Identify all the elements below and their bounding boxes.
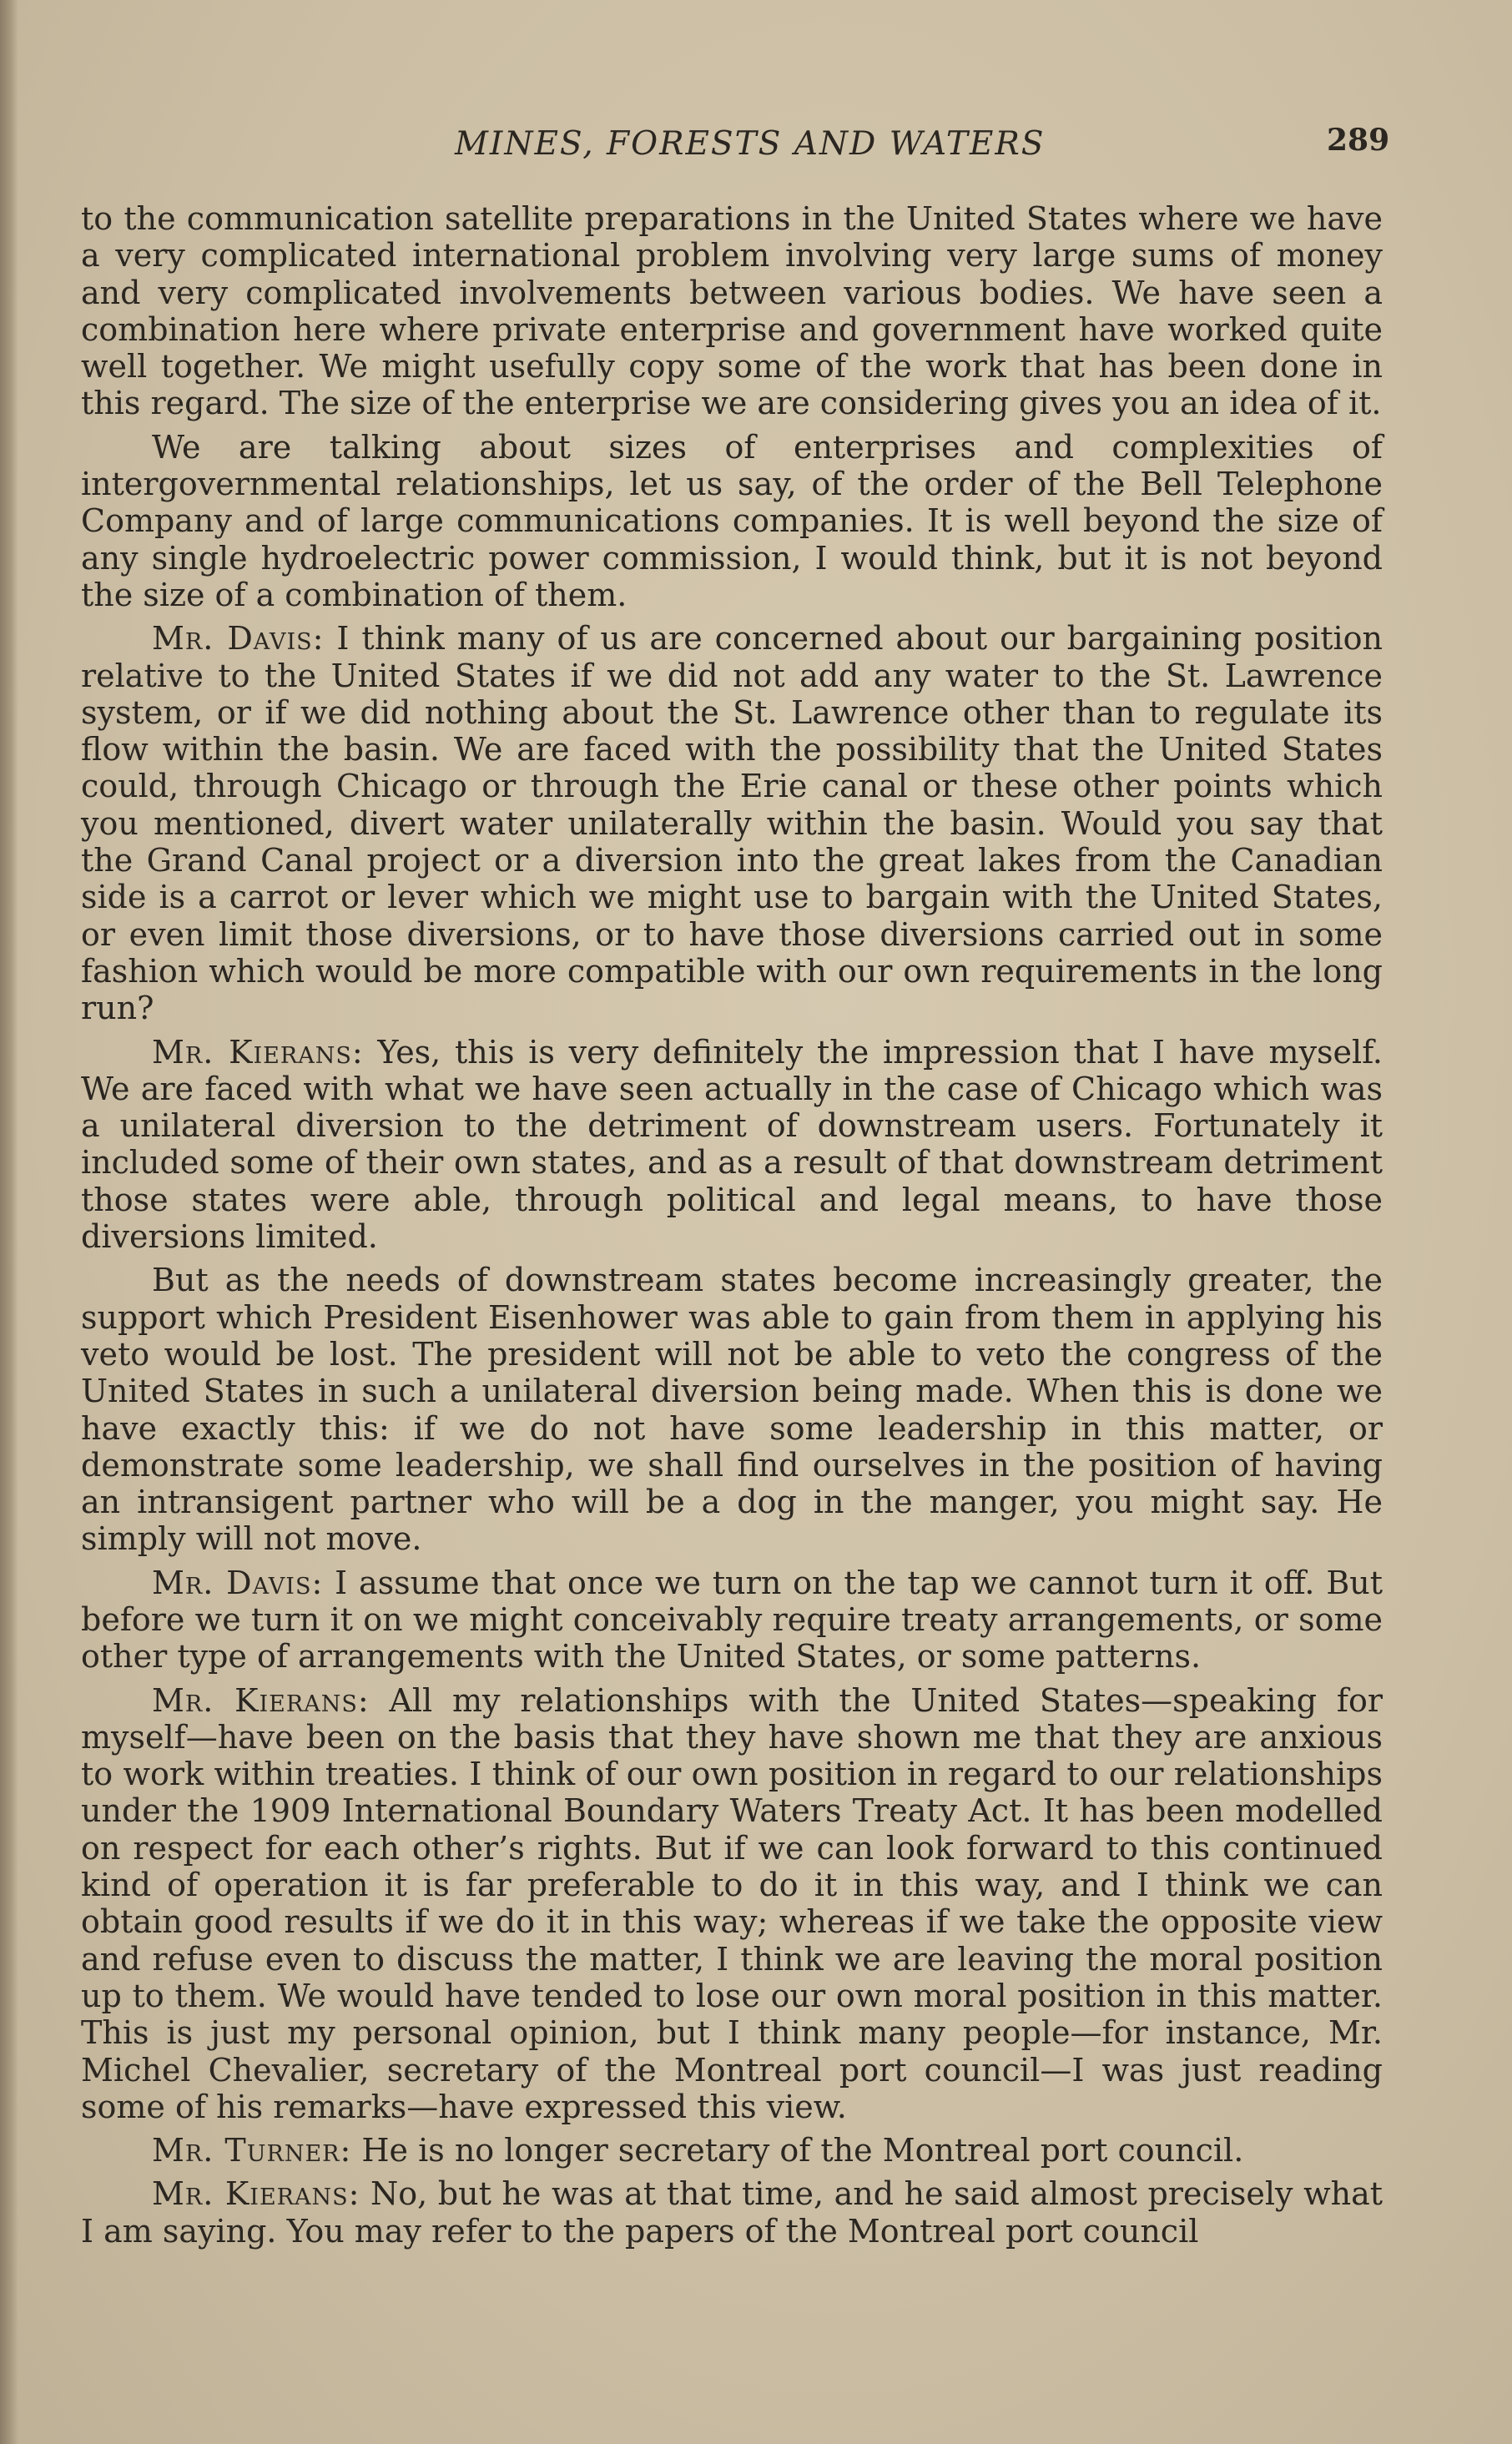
speaker-name: Mr. Kierans: (152, 1033, 364, 1071)
paragraph-text: I assume that once we turn on the tap we cannot turn it off. But before we turn it on we might conceivably require treaty arrangements, or some other type of arrangements with the United States, or some patterns. (81, 1564, 1383, 1676)
paragraph-text: But as the needs of downstream states become increasingly greater, the support which President Eisenhower was able to gain from them in applying his veto would be lost. The president will not be able to veto the congress of the United States in such a unilateral diversion being made. When this is done we have exactly this: if we do not have some leadership in this matter, or demonstrate some leadership, we shall find ourselves in the position of having an intransigent partner who will be a dog in the manger, you might say. He simply will not move. (81, 1262, 1383, 1558)
speaker-name: Mr. Davis: (152, 620, 325, 658)
speaker-name: Mr. Kierans: (152, 2175, 360, 2213)
speaker-name: Mr. Turner: (152, 2132, 352, 2169)
paragraph (81, 2132, 1383, 2169)
paragraph-text: I think many of us are concerned about our bargaining position relative to the United States if we did not add any water to the St. Lawrence system, or if we did nothing about the St. Lawrence other than to regulate its flow within the basin. We are faced with the possibility that the United States could, through Chicago or through the Erie canal or these other points which you mentioned, divert water unilaterally within the basin. Would you say that the Grand Canal project or a diversion into the great lakes from the Canadian side is a carrot or lever which we might use to bargain with the United States, or even limit those diversions, or to have those diversions carried out in some fashion which would be more compatible with our own requirements in the long run? (81, 620, 1383, 1027)
page-header (0, 125, 1512, 175)
body-text (81, 200, 1383, 2256)
paragraph (81, 1565, 1383, 1676)
paragraph (81, 429, 1383, 613)
paragraph (81, 1034, 1383, 1256)
paragraph (81, 2175, 1383, 2250)
paragraph-text: He is no longer secretary of the Montreal port council. (351, 2132, 1244, 2169)
paragraph (81, 620, 1383, 1026)
paragraph (81, 200, 1383, 422)
paragraph-text: Yes, this is very definitely the impression that I have myself. We are faced with what we have seen actually in the case of Chicago which was a unilateral diversion to the detriment of downstream users. Fortunately it included some of their own states, and as a result of that downstream detriment those states were able, through political and legal means, to have those diversions limited. (81, 1033, 1383, 1256)
paragraph (81, 1682, 1383, 2126)
page-spine-shadow (0, 0, 18, 2444)
speaker-name: Mr. Davis: (152, 1564, 324, 1601)
page-number: 289 (1327, 123, 1390, 158)
running-head: MINES, FORESTS AND WATERS (455, 125, 1046, 163)
paragraph-text: We are talking about sizes of enterprises and complexities of intergovernmental relationships, let us say, of the order of the Bell Telephone Company and of large communications companies. It is well beyond the size of any single hydroelectric power commission, I would think, but it is not beyond the size of a combination of them. (81, 428, 1383, 613)
paragraph (81, 1262, 1383, 1557)
paragraph-text: to the communication satellite preparations in the United States where we have a very complicated international problem involving very large sums of money and very complicated involvements between various bodies. We have seen a combination here where private enterprise and government have worked quite well together. We might usefully copy some of the work that has been done in this regard. The size of the enterprise we are considering gives you an idea of it. (81, 200, 1383, 422)
paragraph-text: No, but he was at that time, and he said almost precisely what I am saying. You may refer to the papers of the Montreal port council (81, 2175, 1383, 2250)
paragraph-text: All my relationships with the United States—speaking for myself—have been on the basis that they have shown me that they are anxious to work within treaties. I think of our own position in regard to our relationships under the 1909 International Boundary Waters Treaty Act. It has been modelled on respect for each other’s rights. But if we can look forward to this continued kind of operation it is far preferable to do it in this way, and I think we can obtain good results if we do it in this way; whereas if we take the opposite view and refuse even to discuss the matter, I think we are leaving the moral position up to them. We would have tended to lose our own moral position in this matter. This is just my personal opinion, but I think many people—for instance, Mr. Michel Chevalier, secretary of the Montreal port council—I was just reading some of his remarks—have expressed this view. (81, 1681, 1383, 2125)
speaker-name: Mr. Kierans: (152, 1681, 370, 1719)
